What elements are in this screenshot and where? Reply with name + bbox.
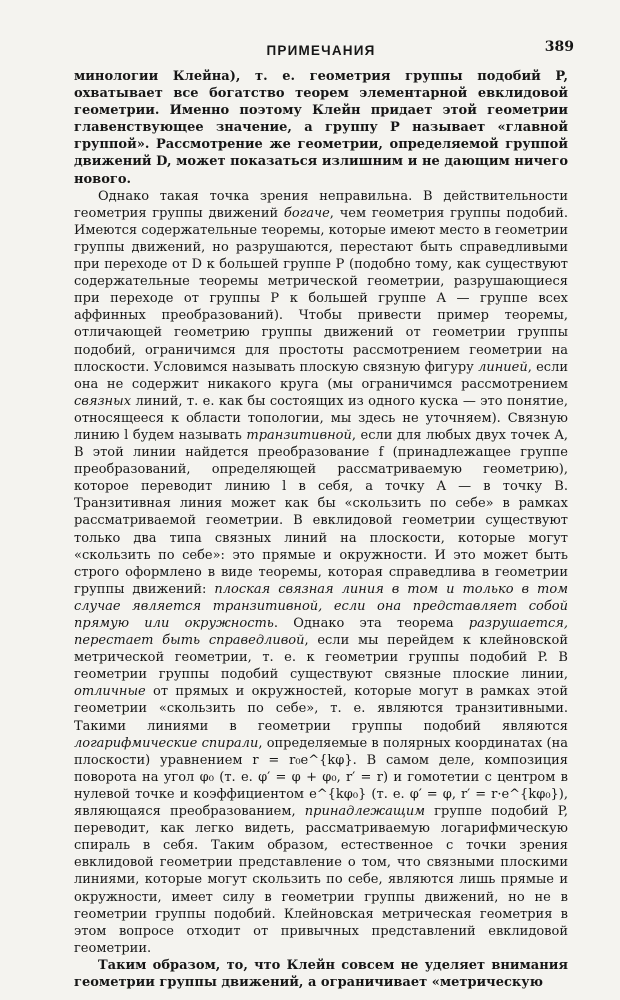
text-run: , определяемые в полярных координатах (на плоскости) уравнением r = r₀e^{kφ}. В самом деле, композиция поворота на угол φ₀ (т. е. φ′ = φ + φ₀, r′ = r) и гомотетии с центром в нулевой точке и коэффициентом e^{kφ₀} (т. е. φ′ = φ, r′ = r·e^{kφ₀}), являющаяся преобразованием, (74, 735, 569, 820)
running-title: ПРИМЕЧАНИЯ (266, 43, 376, 58)
text-run: , если мы перейдем к клейновской метрической геометрии, т. е. к геометрии группы подобий P. В геометрии группы подобий существуют связные плоские линии, (74, 633, 569, 683)
italic-run: принадлежащим (304, 804, 426, 820)
text-run: группе подобий P, переводит, как легко видеть, рассматриваемую логарифмическую спираль в себя. Таким образом, естественное с точки зрения евклидовой геометрии представление о том, что связными плоскими линиями, которые могут скользить по себе, являются лишь прямые и окружности, имеет силу в геометрии группы движений, но не в геометрии группы подобий. Клейновская метрическая геометрия в этом вопросе отходит от привычных представлений евклидовой геометрии. (74, 804, 568, 956)
italic-run: связных (74, 393, 132, 409)
text-run: от прямых и окружностей, которые могут в рамках этой геометрии «скользить по себе», т. е. являются транзитивными. Такими линиями в геометрии группы подобий являются (74, 684, 568, 734)
text-run: , если для любых двух точек A, B этой линии найдется преобразование f (принадлежащее группе преобразований, определяющей рассматриваемую геометрию), которое переводит линию l в себя, а точку A — в точку B. Транзитивная линия может как бы «скользить по себе» в рамках рассматриваемой геометрии. В евклидовой геометрии существуют только два типа связных линий на плоскости, которые могут «скользить по себе»: это прямые и окружности. И это может быть строго оформлено в виде теоремы, которая справедлива в геометрии группы движений: (74, 427, 569, 597)
body-text (74, 68, 568, 991)
paragraph-3: Таким образом, то, что Клейн совсем не уделяет внимания геометрии группы движений, а ограничивает «метрическую (74, 957, 568, 990)
text-run: Однако такая точка зрения неправильна. В действительности геометрия группы движений (74, 188, 568, 221)
italic-run: плоская связная линия в том и только в том случае является транзитивной, если она представляет собой прямую или окружность (74, 581, 568, 631)
italic-run: разрушается, перестает быть справедливой (74, 616, 568, 649)
italic-run: линией (478, 359, 528, 375)
text-run: , если она не содержит никакого круга (мы ограничимся рассмотрением (74, 359, 568, 392)
italic-run: транзитивной (246, 427, 352, 443)
paragraph-2 (74, 188, 568, 957)
text-run: , чем геометрия группы подобий. Имеются содержательные теоремы, которые имеют место в геометрии группы движений, но разрушаются, перестают быть справедливыми при переходе от D к большей группе P (подобно тому, как существуют содержательные теоремы метрической геометрии, разрушающиеся при переходе от группы P к большей группе A — группе всех аффинных преобразований). Чтобы привести пример теоремы, отличающей геометрию группы движений от геометрии группы подобий, ограничимся для простоты рассмотрением геометрии на плоскости. Условимся называть плоскую связную фигуру (74, 205, 568, 375)
italic-run: логарифмические спирали (74, 735, 259, 751)
paragraph-1: минологии Клейна), т. е. геометрия группы подобий P, охватывает все богатство теорем элементарной евклидовой геометрии. Именно поэтому Клейн придает этой геометрии главенствующее значение, а группу P называет «главной группой». Рассмотрение же геометрии, определяемой группой движений D, может показаться излишним и не дающим ничего нового. (74, 69, 568, 187)
italic-run: отличные (74, 684, 146, 700)
text-run: линий, т. е. как бы состоящих из одного куска — это понятие, относящееся к области топологии, мы здесь не уточняем). Связную линию l будем называть (74, 393, 568, 443)
page-number: 389 (544, 39, 574, 55)
text-run: . Однако эта теорема (273, 616, 469, 631)
running-header (74, 39, 574, 68)
italic-run: богаче (283, 205, 330, 221)
